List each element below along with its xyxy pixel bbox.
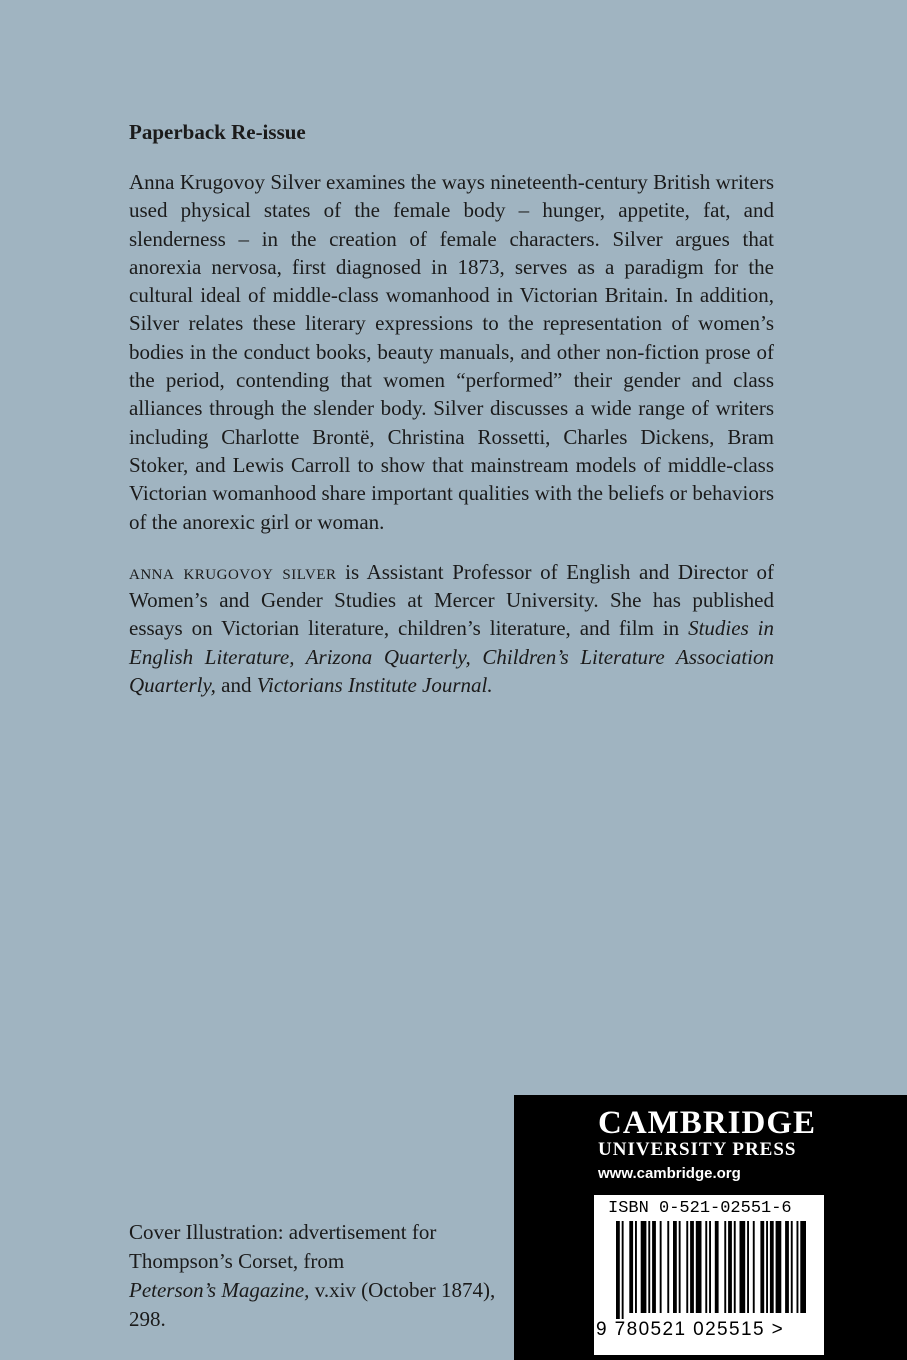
author-bio <box>129 558 774 699</box>
caption-line-2 <box>129 1247 509 1276</box>
cover-illustration-caption <box>129 1218 509 1334</box>
barcode-digits: 9 780521 025515 > <box>596 1319 785 1340</box>
caption-line-1: Cover Illustration: advertisement for <box>129 1220 437 1244</box>
publisher-name: CAMBRIDGE <box>598 1105 817 1141</box>
author-bio-conjunction: and <box>215 673 257 698</box>
caption-line-3 <box>129 1276 509 1334</box>
caption-prefix: Thompson’s Corset, from <box>129 1249 345 1273</box>
author-bio-text: is Assistant Professor of English and Director of Women’s and Gender Studies at Mercer University. She has published essays on Victorian literature, children’s literature, and film in <box>129 559 774 641</box>
back-cover-text <box>129 118 774 699</box>
author-name: anna krugovoy silver <box>129 559 337 584</box>
isbn-label: ISBN 0-521-02551-6 <box>608 1199 792 1218</box>
reissue-heading: Paperback Re-issue <box>129 120 306 144</box>
book-description: Anna Krugovoy Silver examines the ways nineteenth-century British writers used physical states of the female body – hunger, appetite, fat, and slenderness – in the creation of female characters. Silver argues that anorexia nervosa, first diagnosed in 1873, serves as a paradigm for the cultural ideal of middle-class womanhood in Victorian Britain. In addition, Silver relates these literary expressions to the representation of women’s bodies in the conduct books, beauty manuals, and other non-fiction prose of the period, contending that women “performed” their gender and class alliances through the slender body. Silver discusses a wide range of writers including Charlotte Brontë, Christina Rossetti, Charles Dickens, Bram Stoker, and Lewis Carroll to show that mainstream models of middle-class Victorian womanhood share important qualities with the beliefs or behaviors of the anorexic girl or woman. <box>129 170 774 534</box>
publisher-block <box>514 1095 907 1360</box>
caption-suffix: v.xiv (October 1874), 298. <box>129 1278 496 1331</box>
publisher-url: www.cambridge.org <box>598 1165 741 1182</box>
caption-magazine: Peterson’s Magazine, <box>129 1278 310 1302</box>
journal-list: Studies in English Literature, Arizona Quarterly, Children’s Literature Association Quarterly, <box>129 616 775 698</box>
barcode-icon <box>594 1221 824 1321</box>
barcode-panel <box>594 1195 824 1355</box>
journal-last: Victorians Institute Journal. <box>256 673 493 698</box>
publisher-press: UNIVERSITY PRESS <box>598 1139 797 1160</box>
